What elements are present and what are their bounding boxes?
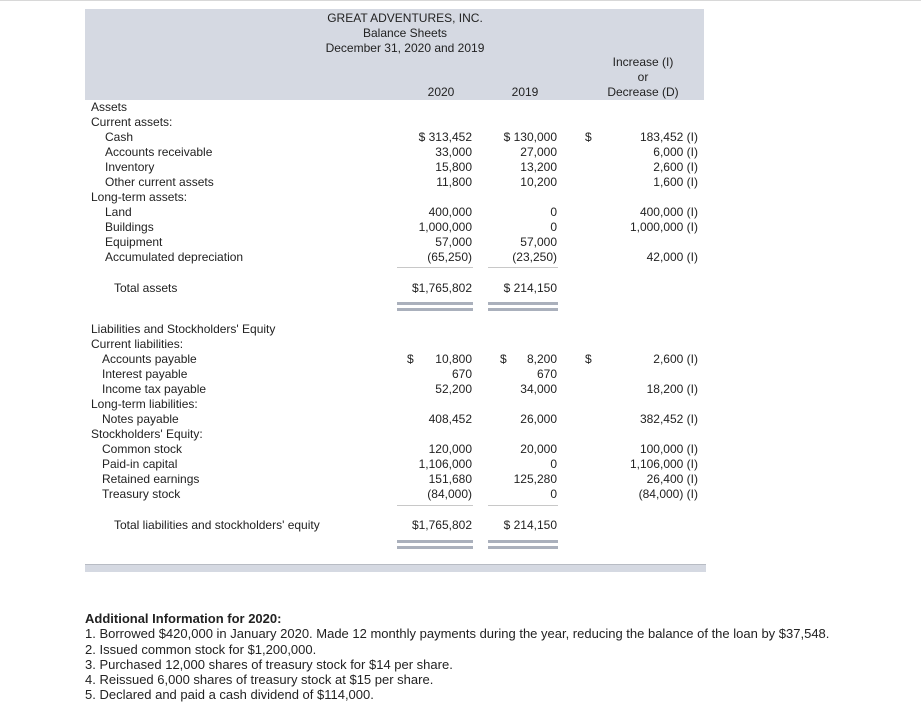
change-value: 400,000 (I) — [639, 205, 698, 219]
longterm-assets-heading: Long-term assets: — [91, 190, 188, 204]
value-2020: (84,000) — [427, 487, 472, 501]
value-2020: 1,000,000 — [418, 220, 472, 234]
value-2019: 0 — [550, 220, 557, 234]
column-header-2019: 2019 — [511, 85, 539, 99]
value-2019: 670 — [536, 367, 557, 381]
change-value: 1,600 (I) — [653, 175, 698, 189]
value-2020: 400,000 — [428, 205, 472, 219]
double-underline — [397, 308, 473, 311]
double-underline — [397, 540, 473, 543]
value-2020: 670 — [451, 367, 472, 381]
change-value: 382,452 (I) — [639, 412, 698, 426]
list-item: 3. Purchased 12,000 shares of treasury stock for $14 per share. — [85, 656, 453, 672]
value-2020: 15,800 — [435, 160, 472, 174]
change-value: 2,600 (I) — [653, 352, 698, 366]
total-liabilities-2019: $ 214,150 — [503, 518, 557, 532]
subtotal-rule — [397, 505, 473, 506]
value-2020: 33,000 — [435, 145, 472, 159]
row-label: Treasury stock — [102, 487, 181, 501]
value-2020: 1,106,000 — [418, 457, 472, 471]
value-2019: 26,000 — [520, 412, 557, 426]
value-2019: 125,280 — [513, 472, 557, 486]
value-2019: 10,200 — [520, 175, 557, 189]
statement-date: December 31, 2020 and 2019 — [325, 41, 485, 55]
row-label: Other current assets — [105, 175, 214, 189]
value-2019: 0 — [550, 457, 557, 471]
value-2019: 13,200 — [520, 160, 557, 174]
total-liabilities-2020: $1,765,802 — [411, 518, 472, 532]
row-label: Equipment — [105, 235, 163, 249]
double-underline — [488, 302, 558, 305]
value-2019: $ 130,000 — [503, 130, 557, 144]
change-dollar-sign: $ — [585, 130, 592, 144]
subtotal-rule — [397, 267, 473, 268]
change-value: 2,600 (I) — [653, 160, 698, 174]
change-header-line2: or — [637, 70, 649, 84]
list-item: 4. Reissued 6,000 shares of treasury stock at $15 per share. — [85, 672, 434, 688]
row-label: Paid-in capital — [102, 457, 178, 471]
value-2019: 57,000 — [520, 235, 557, 249]
additional-info-title: Additional Information for 2020: — [85, 611, 282, 626]
change-value: 100,000 (I) — [639, 442, 698, 456]
change-value: 1,000,000 (I) — [629, 220, 698, 234]
equity-heading: Stockholders' Equity: — [91, 427, 203, 441]
row-label: Accounts receivable — [105, 145, 213, 159]
longterm-liabilities-heading: Long-term liabilities: — [91, 397, 198, 411]
change-dollar-sign: $ — [585, 352, 592, 366]
current-assets-heading: Current assets: — [91, 115, 173, 129]
row-label: Inventory — [105, 160, 155, 174]
value-2020: 57,000 — [435, 235, 472, 249]
total-liabilities-label: Total liabilities and stockholders' equity — [114, 518, 320, 532]
top-divider — [0, 0, 921, 1]
value-2020: (65,250) — [427, 250, 472, 264]
statement-title: Balance Sheets — [362, 26, 448, 40]
double-underline — [488, 308, 558, 311]
change-value: 1,106,000 (I) — [629, 457, 698, 471]
row-label: Interest payable — [102, 367, 188, 381]
company-name: GREAT ADVENTURES, INC. — [327, 11, 483, 25]
double-underline — [397, 546, 473, 549]
value-2020: $ 313,452 — [418, 130, 472, 144]
value-2020: 408,452 — [428, 412, 472, 426]
assets-heading: Assets — [91, 100, 128, 114]
list-item: 1. Borrowed $420,000 in January 2020. Made 12 monthly payments during the year, reducing the balance of the loan by $37,548. — [85, 626, 830, 642]
additional-information — [85, 611, 829, 703]
table-footer-bar — [85, 564, 706, 572]
change-value: 6,000 (I) — [653, 145, 698, 159]
value-2020: 151,680 — [428, 472, 472, 486]
change-header-line1: Increase (I) — [612, 55, 674, 69]
subtotal-rule — [488, 267, 558, 268]
column-header-2020: 2020 — [427, 85, 455, 99]
dollar-sign-2019: $ — [500, 352, 507, 366]
value-2019: 0 — [550, 487, 557, 501]
value-2019: 34,000 — [520, 382, 557, 396]
row-label: Accumulated depreciation — [105, 250, 244, 264]
subtotal-rule — [488, 505, 558, 506]
liabilities-heading: Liabilities and Stockholders' Equity — [91, 322, 276, 336]
value-2020: 11,800 — [436, 175, 472, 189]
change-value: 18,200 (I) — [646, 382, 698, 396]
change-value: 42,000 (I) — [646, 250, 698, 264]
change-header-line3: Decrease (D) — [607, 85, 679, 99]
row-label: Notes payable — [102, 412, 179, 426]
row-label: Retained earnings — [102, 472, 200, 486]
value-2020: 52,200 — [435, 382, 472, 396]
row-label: Income tax payable — [102, 382, 207, 396]
value-2019: 20,000 — [520, 442, 557, 456]
row-label: Cash — [105, 130, 134, 144]
list-item: 2. Issued common stock for $1,200,000. — [85, 641, 317, 657]
value-2020: 120,000 — [428, 442, 472, 456]
value-2019: 27,000 — [520, 145, 557, 159]
change-value: 183,452 (I) — [639, 130, 698, 144]
value-2019: (23,250) — [512, 250, 557, 264]
row-label: Buildings — [105, 220, 154, 234]
double-underline — [488, 540, 558, 543]
double-underline — [488, 546, 558, 549]
dollar-sign-2020: $ — [407, 352, 414, 366]
list-item: 5. Declared and paid a cash dividend of $114,000. — [85, 687, 374, 703]
change-value: (84,000) (I) — [638, 487, 698, 501]
row-label: Land — [105, 205, 132, 219]
double-underline — [397, 302, 473, 305]
change-value: 26,400 (I) — [646, 472, 698, 486]
row-label: Common stock — [102, 442, 183, 456]
total-assets-2020: $1,765,802 — [411, 281, 472, 295]
value-2020: 10,800 — [435, 352, 472, 366]
total-assets-2019: $ 214,150 — [503, 281, 557, 295]
current-liabilities-heading: Current liabilities: — [91, 337, 184, 351]
row-label: Accounts payable — [102, 352, 197, 366]
total-assets-label: Total assets — [114, 281, 178, 295]
value-2019: 8,200 — [526, 352, 557, 366]
value-2019: 0 — [550, 205, 557, 219]
